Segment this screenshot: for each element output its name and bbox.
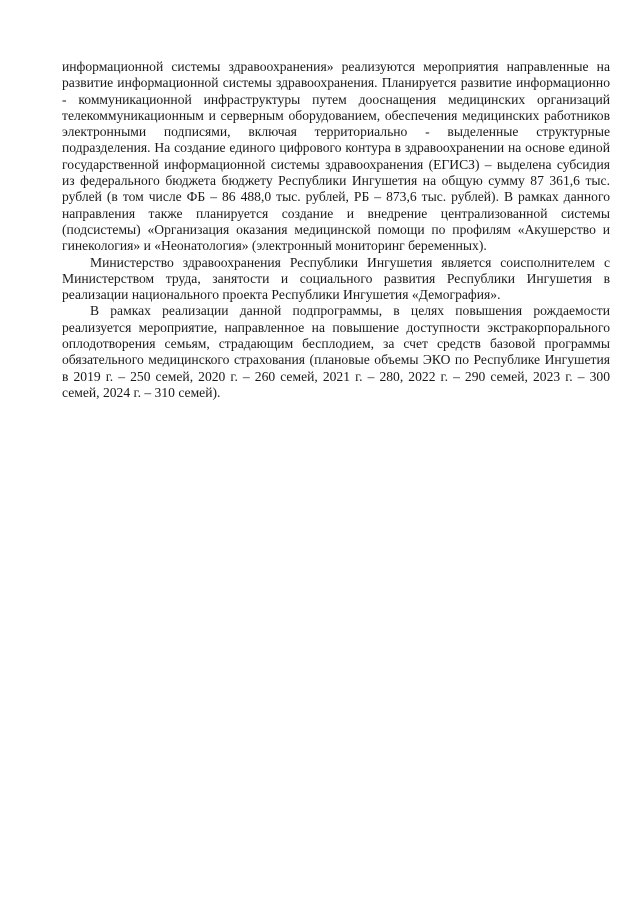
paragraph-eco: В рамках реализации данной подпрограммы, в целях повышения рождаемости реализуется мероприятие, направленное на повышение доступности экстракорпорального оплодотворения семьям, страдающим бесплодием, за счет средств базовой программы обязательного медицинского страхования (плановые объемы ЭКО по Республике Ингушетия в 2019 г. – 250 семей, 2020 г. – 260 семей, 2021 г. – 280, 2022 г. – 290 семей, 2023 г. – 300 семей, 2024 г. – 310 семей). xyxy=(62,303,610,400)
document-body xyxy=(62,59,610,401)
paragraph-continuation: информационной системы здравоохранения» реализуются мероприятия направленные на развитие информационной системы здравоохранения. Планируется развитие информационно - коммуникационной инфраструктуры путем дооснащения медицинских организаций телекоммуникационным и серверным оборудованием, обеспечения медицинских работников электронными подписями, включая территориально - выделенные структурные подразделения. На создание единого цифрового контура в здравоохранении на основе единой государственной информационной системы здравоохранения (ЕГИСЗ) – выделена субсидия из федерального бюджета бюджету Республики Ингушетия на общую сумму 87 361,6 тыс. рублей (в том числе ФБ – 86 488,0 тыс. рублей, РБ – 873,6 тыс. рублей). В рамках данного направления также планируется создание и внедрение централизованной системы (подсистемы) «Организация оказания медицинской помощи по профилям «Акушерство и гинекология» и «Неонатология» (электронный мониторинг беременных). xyxy=(62,59,610,254)
paragraph-ministry: Министерство здравоохранения Республики Ингушетия является соисполнителем с Министерством труда, занятости и социального развития Республики Ингушетия в реализации национального проекта Республики Ингушетия «Демография». xyxy=(62,254,610,303)
